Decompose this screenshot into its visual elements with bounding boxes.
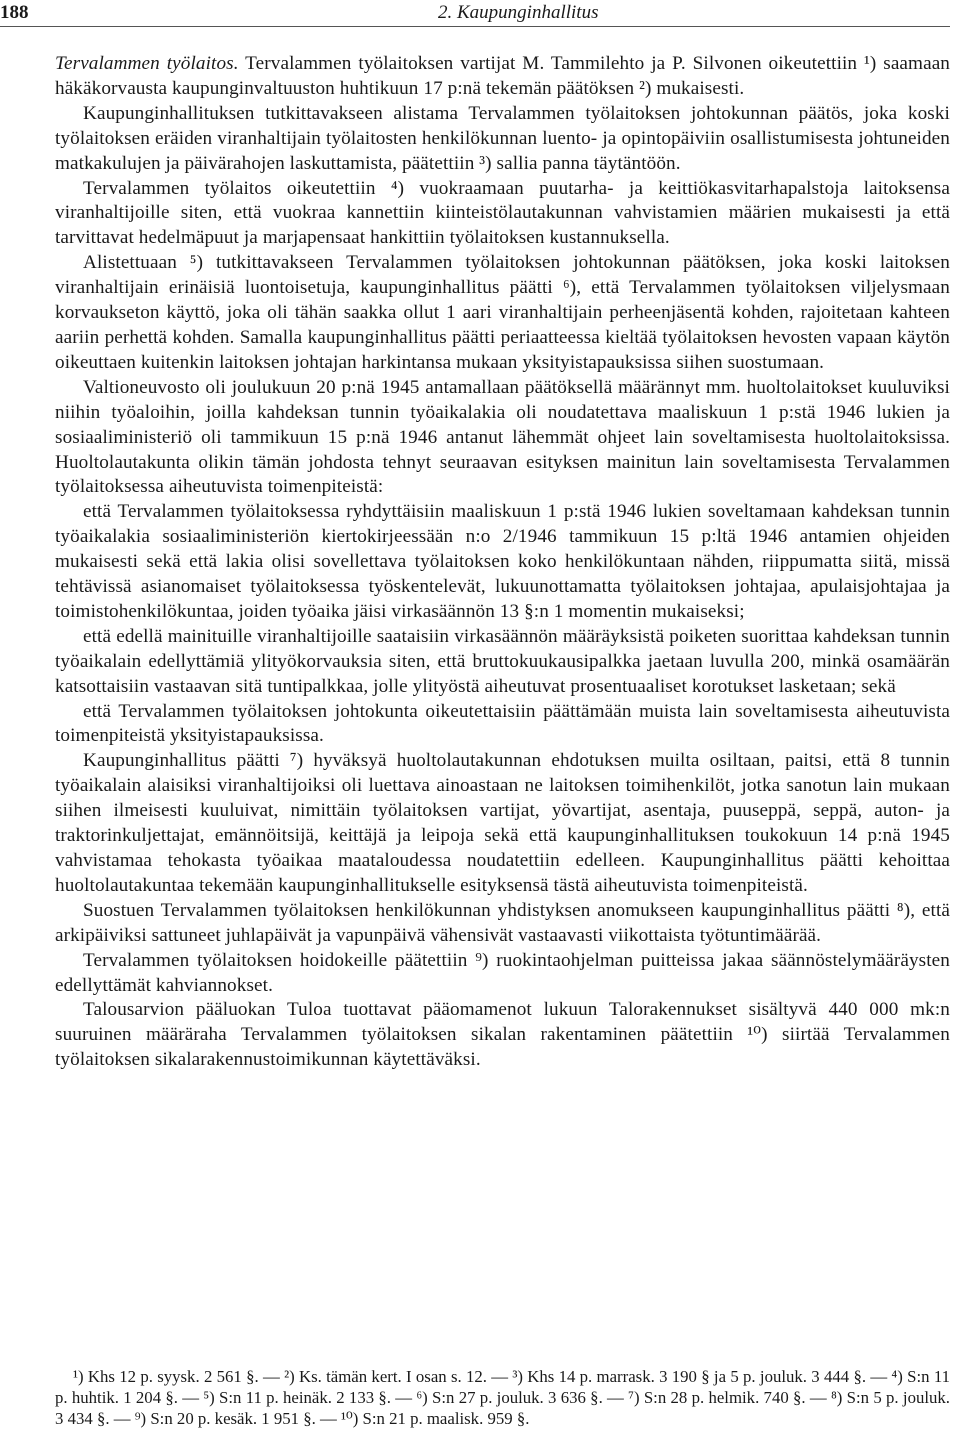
paragraph: Valtioneuvosto oli joulukuun 20 p:nä 1945 antamallaan päätöksellä määrännyt mm. huoltolaitokset kuuluviksi niihin työaloihin, joilla kahdeksan tunnin työaikalakia oli noudatettava maaliskuun 1 p:stä 1946 lukien ja sosiaaliministeriö oli tammikuun 15 p:nä 1946 antanut lähemmät ohjeet lain soveltamisesta huoltolaitoksissa. Huoltolautakunta olikin tämän johdosta tehnyt seuraavan esityksen mainitun lain soveltamisesta Tervalammen työlaitoksessa aiheutuvista toimenpiteistä:: [55, 376, 950, 498]
header-rule: [0, 26, 950, 27]
paragraph-text: Tervalammen työlaitoksen vartijat M. Tammilehto ja P. Silvonen oikeutettiin ¹) saamaan häkäkorvausta kaupunginvaltuuston huhtikuun 17 p:nä tekemän päätöksen ²) mukaisesti.: [55, 53, 950, 99]
body-text: [55, 52, 950, 1073]
paragraph: että Tervalammen työlaitoksessa ryhdyttäisiin maaliskuun 1 p:stä 1946 lukien soveltamaan kahdeksan tunnin työaikalakia sosiaaliministeriön kiertokirjeessään n:o 2/1946 tammikuun 15 p:ltä 1946 antamien ohjeiden mukaisesti sekä että lakia olisi sovellettava työlaitoksen koko henkilökuntaan nähden, riippumatta siitä, missä tehtävissä asianomaiset työlaitoksessa työskentelevät, lukuunottamatta työlaitoksen johtajaa, apulaisjohtajaa ja toimistohenkilökuntaa, joiden työaika jäisi virkasäännön 13 §:n 1 momentin mukaiseksi;: [55, 501, 950, 622]
footnotes: [55, 1366, 950, 1429]
paragraph: että Tervalammen työlaitoksen johtokunta oikeutettaisiin päättämään muista lain soveltamisesta aiheutuvista toimenpiteistä yksityistapauksissa.: [55, 700, 950, 747]
paragraph: Tervalammen työlaitoksen hoidokeille päätettiin ⁹) ruokintaohjelman puitteissa jakaa säännöstelymääräysten edellyttämät kahviannokset.: [55, 949, 950, 996]
paragraph: Alistettuaan ⁵) tutkittavakseen Tervalammen työlaitoksen johtokunnan päätöksen, joka koski laitoksen viranhaltijain erinäisiä luontoisetuja, kaupunginhallitus päätti ⁶), että Tervalammen työlaitoksen viljelysmaan korvaukseton käyttö, joka oli tähän saakka ollut 1 aari viranhaltijain perheenjäsentä kohden, rajoitetaan kahteen aariin perhettä kohden. Samalla kaupunginhallitus päätti periaatteessa kieltää työlaitoksen hevosten vapaan käytön oikeuttaen kuitenkin laitoksen johtajan harkintansa mukaan yksityistapauksissa siihen suostumaan.: [55, 252, 950, 373]
paragraph: että edellä mainituille viranhaltijoille saataisiin virkasäännön määräyksistä poiketen suorittaa kahdeksan tunnin työaikalain edellyttämiä ylityökorvauksia siten, että bruttokuukausipalkka jaetaan luvulla 200, minkä osamäärän katsottaisiin vastaavan sitä tuntipalkkaa, jolle ylityöstä aiheutuvat prosentuaaliset korotukset lasketaan; sekä: [55, 625, 950, 697]
paragraph: [55, 52, 950, 102]
paragraph: Kaupunginhallituksen tutkittavakseen alistama Tervalammen työlaitoksen johtokunnan päätös, joka koski työlaitoksen eräiden viranhaltijain työlaitosten henkilökunnan luento- ja opintopäiviin osallistumisesta johtuneiden matkakulujen ja päivärahojen laskuttamista, päätettiin ³) sallia panna täytäntöön.: [55, 102, 950, 174]
paragraph: Kaupunginhallitus päätti ⁷) hyväksyä huoltolautakunnan ehdotuksen muilta osiltaan, paitsi, että 8 tunnin työaikalain alaisiksi viranhaltijoiksi oli luettava ainoastaan ne laitoksen toimihenkilöt, jotka sanotun lain mukaan siihen ilmeisesti kuuluivat, nimittäin työlaitoksen vartijat, yövartijat, asentaja, puuseppä, seppä, auton- ja traktorinkuljettajat, emännöitsijä, keittäjä ja leipoja sekä että kaupunginhallituksen toukokuun 14 p:nä 1945 vahvistamaa tehokasta työaikaa maataloudessa noudatettiin edelleen. Kaupunginhallitus päätti kehoittaa huoltolautakuntaa tekemään kaupunginhallitukselle esityksensä tästä aiheutuvista toimenpiteistä.: [55, 750, 950, 896]
paragraph: Tervalammen työlaitos oikeutettiin ⁴) vuokraamaan puutarha- ja keittiökasvitarhapalstoja laitoksensa viranhaltijoille siten, että vuokraa kannettiin kiinteistölautakunnan vahvistamien määrien mukaisesti ja että tarvittavat hedelmäpuut ja marjapensaat hankittiin työlaitoksen kustannuksella.: [55, 177, 950, 249]
paragraph: Suostuen Tervalammen työlaitoksen henkilökunnan yhdistyksen anomukseen kaupunginhallitus päätti ⁸), että arkipäiviksi sattuneet juhlapäivät ja vapunpäivä vähensivät vastaavasti viikottaista työtuntimäärää.: [55, 899, 950, 946]
page-number: 188: [0, 2, 29, 23]
section-lead: Tervalammen työlaitos.: [55, 53, 239, 74]
page-header: [0, 0, 960, 30]
running-head: 2. Kaupunginhallitus: [438, 2, 599, 23]
paragraph: Talousarvion pääluokan Tuloa tuottavat pääomamenot lukuun Talorakennukset sisältyvä 440 000 mk:n suuruinen määräraha Tervalammen työlaitoksen sikalan rakentaminen päätettiin ¹⁰) siirtää Tervalammen työlaitoksen sikalarakennustoimikunnan käytettäväksi.: [55, 999, 950, 1071]
footnote-text: ¹) Khs 12 p. syysk. 2 561 §. — ²) Ks. tämän kert. I osan s. 12. — ³) Khs 14 p. marrask. 3 190 § ja 5 p. jouluk. 3 444 §. — ⁴) S:n 11 p. huhtik. 1 204 §. — ⁵) S:n 11 p. heinäk. 2 133 §. — ⁶) S:n 27 p. jouluk. 3 636 §. — ⁷) S:n 28 p. helmik. 740 §. — ⁸) S:n 5 p. jouluk. 3 434 §. — ⁹) S:n 20 p. kesäk. 1 951 §. — ¹⁰) S:n 21 p. maalisk. 959 §.: [55, 1367, 950, 1428]
